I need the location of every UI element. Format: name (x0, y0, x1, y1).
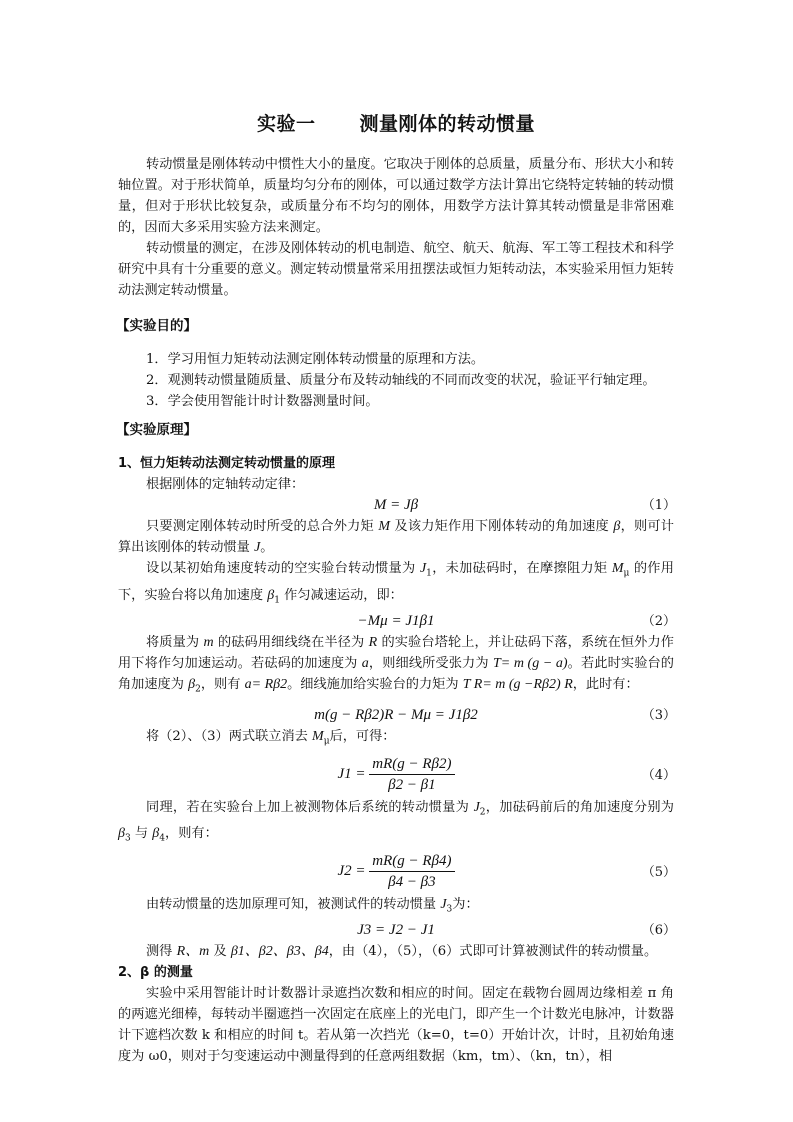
title-experiment-number: 实验一 (256, 113, 316, 135)
intro-paragraph-2: 转动惯量的测定，在涉及刚体转动的机电制造、航空、航天、航海、军工等工程技术和科学研究中具有十分重要的意义。测定转动惯量常采用扭摆法或恒力矩转动法，本实验采用恒力矩转动法测定转动惯量。 (118, 241, 674, 298)
intro-paragraph-1: 转动惯量是刚体转动中惯性大小的量度。它取决于刚体的总质量，质量分布、形状大小和转轴位置。对于形状简单，质量均匀分布的刚体，可以通过数学方法计算出它绕特定转轴的转动惯量，但对于形状比较复杂，或质量分布不均匀的刚体，用数学方法计算其转动惯量是非常困难的，因而大多采用实验方法来测定。 (118, 157, 674, 235)
equation-2 (118, 611, 674, 632)
principle-heading: 【实验原理】 (116, 422, 197, 438)
paragraph-torque: 只要测定刚体转动时所受的总合外力矩 M 及该力矩作用下刚体转动的角加速度 β，则可计算出该刚体的转动惯量 J。 (118, 519, 674, 555)
equation-2-formula: −Mμ = J1β1 (357, 613, 435, 630)
paragraph-mass: 将质量为 m 的砝码用细线绕在半径为 R 的实验台塔轮上，并让砝码下落，系统在恒外力作用下将作匀加速运动。若砝码的加速度为 a，则细线所受张力为 T= m (g − a)。若此时实验台的角加速度为 $\beta_2$，则有 a= Rβ2。细线施加给实验台的力矩为 T R= m (g −Rβ2) R，此时有： (118, 635, 674, 695)
equation-4 (118, 753, 674, 797)
subsection-1-heading: 1、恒力矩转动法测定转动惯量的原理 (118, 456, 336, 471)
purpose-list (118, 349, 674, 412)
equation-6-formula: J3 = J2 − J1 (357, 922, 435, 939)
purpose-item: 3．学会使用智能计时计数器测量时间。 (146, 394, 379, 409)
equation-4-lhs: J1 = (337, 765, 366, 782)
paragraph-same: 同理，若在实验台上加上被测物体后系统的转动惯量为 $J_2$，加砝码前后的角加速度分别为 $\beta_3$ 与 $\beta_4$，则有： (118, 799, 674, 844)
equation-5-lhs: J2 = (337, 862, 366, 879)
intro-section (118, 154, 674, 301)
purpose-item: 1．学习用恒力矩转动法测定刚体转动惯量的原理和方法。 (146, 352, 485, 367)
equation-3 (118, 705, 674, 726)
equation-6 (118, 920, 674, 941)
equation-3-number: （3） (641, 707, 676, 723)
paragraph-empty-table: 设以某初始角速度转动的空实验台转动惯量为 $J_1$，未加砝码时，在摩擦阻力矩 $M_\mu$ 的作用下，实验台将以角加速度 $\beta_1$ 作匀减速运动，即： (118, 561, 674, 606)
paragraph-combine: 将（2）、（3）两式联立消去 $M_\mu$后，可得： (146, 728, 396, 747)
paragraph-beta-measurement: 实验中采用智能计时计数器计录遮挡次数和相应的时间。固定在载物台圆周边缘相差 π 角的两遮光细棒，每转动半圈遮挡一次固定在底座上的光电门，即产生一个计数光电脉冲，计数器计下遮档次数 k 和相应的时间 t。若从第一次挡光（k=0，t=0）开始计次，计时，且初始角速度为 ω0，则对于匀变速运动中测量得到的任意两组数据（km，tm）、（kn，tn），相 (118, 986, 674, 1065)
equation-2-number: （2） (641, 614, 676, 630)
equation-1 (118, 495, 674, 516)
equation-4-number: （4） (641, 767, 676, 783)
page-title (118, 114, 674, 135)
equation-1-number: （1） (641, 498, 676, 513)
equation-3-formula: m(g − Rβ2)R − Mμ = J1β2 (314, 706, 478, 723)
purpose-item: 2．观测转动惯量随质量、质量分布及转动轴线的不同而改变的状况，验证平行轴定理。 (146, 373, 656, 388)
paragraph-superposition: 由转动惯量的迭加原理可知，被测试件的转动惯量 $J_3$为： (146, 896, 479, 915)
title-text: 测量刚体的转动惯量 (359, 113, 536, 135)
equation-6-number: （6） (641, 923, 676, 939)
equation-4-fraction: $\frac{mR(g - R\beta 2)}{\beta 2 - \beta 1}$ (369, 754, 454, 795)
paragraph-measure: 测得 R、m 及 β1、β2、β3、β4，由（4），（5），（6）式即可计算被测试件的转动惯量。 (146, 944, 658, 960)
purpose-section (118, 316, 674, 412)
equation-5-number: （5） (641, 864, 676, 880)
law-intro: 根据刚体的定轴转动定律： (146, 477, 305, 492)
equation-5-fraction: $\frac{mR(g - R\beta 4)}{\beta 4 - \beta 3}$ (369, 851, 454, 892)
equation-1-formula: M = Jβ (373, 497, 419, 513)
principle-section (118, 420, 674, 1067)
purpose-heading: 【实验目的】 (116, 318, 197, 334)
subsection-2-heading: 2、β 的测量 (118, 965, 193, 981)
equation-5 (118, 850, 674, 894)
